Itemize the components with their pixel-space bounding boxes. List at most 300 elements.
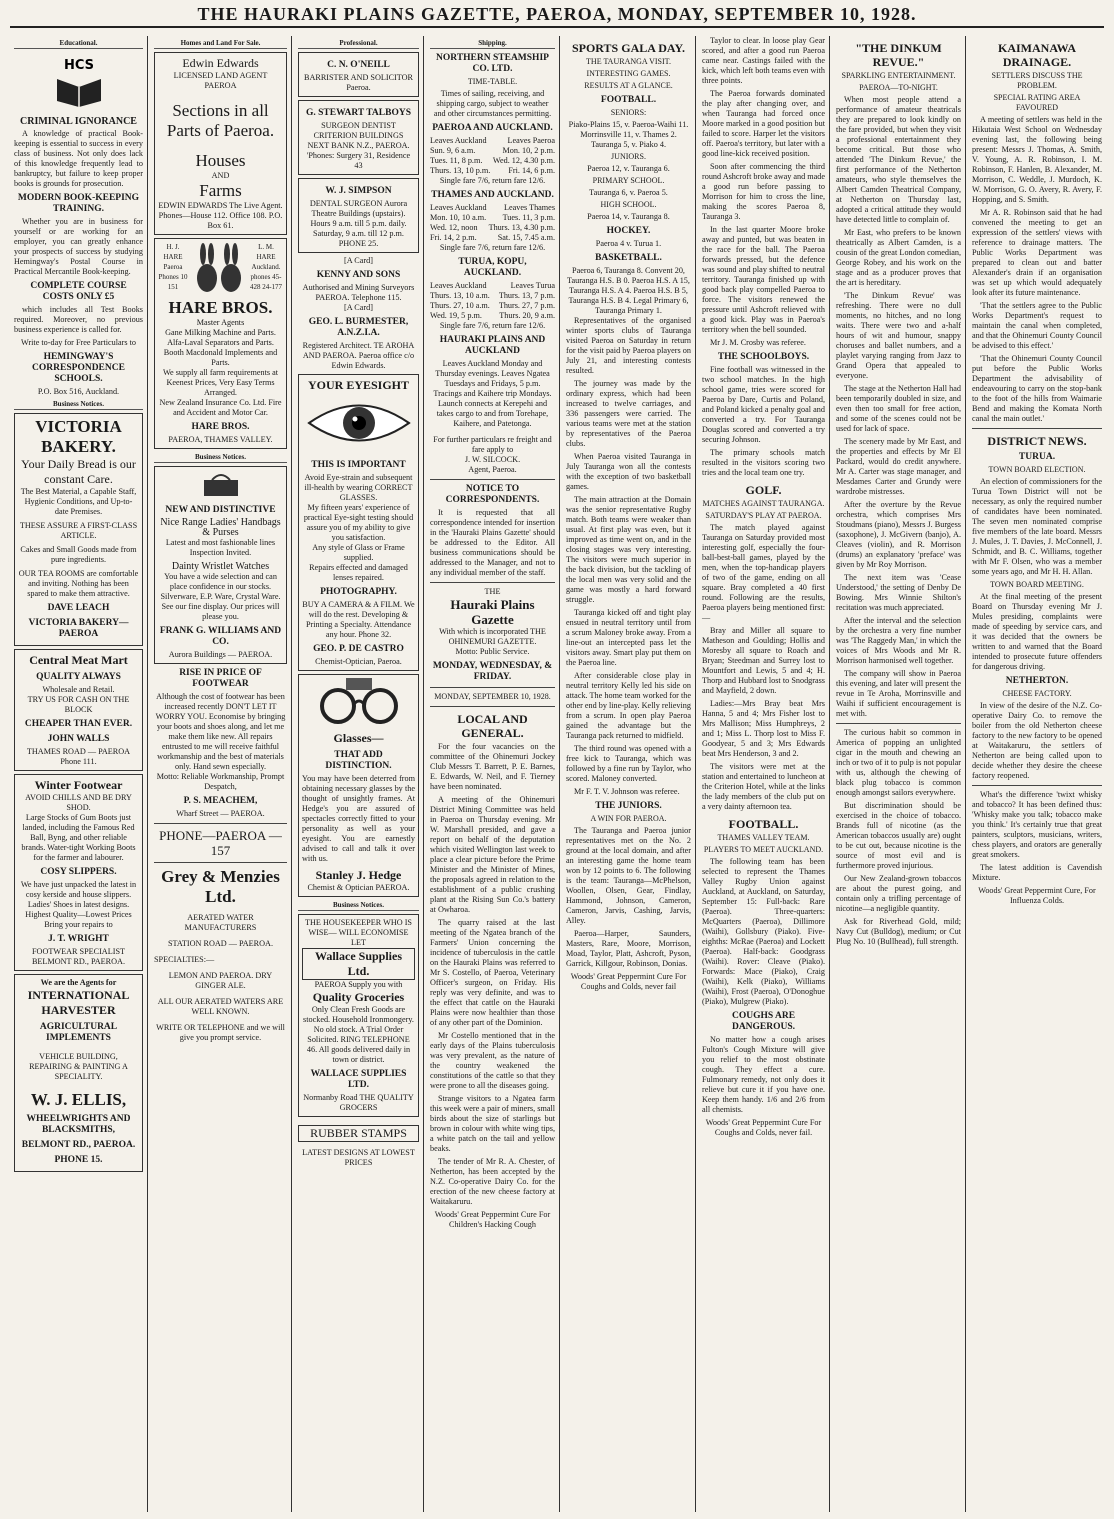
paragraph: In the last quarter Moore broke away and punted, but was beaten in the race for the ball. The Paeroa forwards pressed, but the defence was sound and play shifted to neutral territory. Tauranga finished up with good back play compelled Paeroa to force. The visitors renewed the pressure until Ashcroft relieved with a good kick. Play was in Paeroa's territory when the bell sounded. xyxy=(702,225,825,334)
paragraph: The match played against Tauranga on Saturday provided most interesting golf, especially the four-ball-best-ball games, played by the men, when the top-handicap players of two of the game, ending on all square. Bray completed a 40 first round. Following are the results, Paeroa players being mentioned first:— xyxy=(702,523,825,622)
turua-heading: TURUA. xyxy=(1018,452,1056,462)
thames-subheading: THAMES VALLEY TEAM. xyxy=(717,833,810,842)
hockey-heading: HOCKEY. xyxy=(606,226,651,236)
column-6 xyxy=(698,36,830,1512)
timetable-cell: Fri. 14, 6 p.m. xyxy=(508,166,555,175)
netherton-heading: NETHERTON. xyxy=(1005,676,1069,686)
seniors-heading: SENIORS: xyxy=(610,108,647,117)
route-heading: TURUA, KOPU, AUCKLAND. xyxy=(458,257,527,278)
bakery-ad xyxy=(14,413,143,646)
paragraph: A meeting of settlers was held in the Hikutaia West School on Wednesday evening last, the following being present: Messrs J. Thomas, A. Smith, V. Young, A. R. Robinson, I. M. Robinson, F. Hanlen, B. Alexander, M. Morrison, C. Weddle, J. Murdoch, K. W. Morrison, G. O. Avery, R. Avery, F. Hopping, and S. Smith. xyxy=(972,115,1102,204)
hedge-name: Stanley J. Hedge xyxy=(315,868,402,882)
ellis-phone: PHONE 15. xyxy=(54,1155,103,1165)
ellis-name: W. J. ELLIS, xyxy=(30,1090,127,1109)
cash-text: TRY US FOR CASH ON THE BLOCK xyxy=(27,695,130,714)
paragraph: The third round was opened with a free kick to Tauranga, which was followed by a fine run by Taylor, who scored. Maloney converted. xyxy=(566,744,691,783)
timetable-cell: Tues. 11, 8 p.m. xyxy=(430,156,483,165)
timetable-rows xyxy=(430,281,555,321)
ellis-address: BELMONT RD., PAEROA. xyxy=(21,1140,136,1150)
paragraph: 'That the Ohinemuri County Council put before the Public Works Department the advisability of endeavouring to carry on the stop-bank to the foot of the hills from Waimarie Bend and making the Komata North canal the main outlet.' xyxy=(972,354,1102,423)
paragraph: The tender of Mr R. A. Chester, of Netherton, has been accepted by the N.Z. Co-operative Dairy Co. for the erection of the new cheese factory at Waitakaruru. xyxy=(430,1157,555,1206)
hedge-ad xyxy=(298,674,419,897)
timetable-row xyxy=(430,136,555,146)
experience-text: My fifteen years' experience of practical Eye-sight testing should assure you of my ability to give you satisfaction. xyxy=(303,503,414,542)
glasses-title: Glasses— xyxy=(333,731,384,745)
svg-text:HCS: HCS xyxy=(63,58,94,73)
timetable-cell: Thurs. 20, 9 a.m. xyxy=(499,311,555,320)
paragraph: In view of the desire of the N.Z. Co-operative Dairy Co. to remove the boiler from the old Netherton cheese factory to the new factory to be opened at Waitakaruru, the settlers of Netherton are being called upon to decide whether they desire the cheese factory reopened. xyxy=(972,701,1102,780)
kenny-title: Authorised and Mining Surveyors PAEROA. Telephone 115. xyxy=(302,283,415,302)
revue-heading: "THE DINKUM REVUE." xyxy=(855,41,942,69)
timetable-cell: Thurs. 13, 10 a.m. xyxy=(430,291,490,300)
paragraph: A knowledge of practical Book-keeping is essential to success in every class of business. Not only does lack of this knowledge frequently lead to bankruptcy, but failure to keep proper books is grounds for prosecution. xyxy=(14,129,143,188)
section-label: Business Notices. xyxy=(14,399,143,410)
timetable-cell: Thurs. 13, 7 p.m. xyxy=(498,291,555,300)
company-name: NORTHERN STEAMSHIP CO. LTD. xyxy=(436,53,549,74)
route-heading: HAURAKI PLAINS AND AUCKLAND xyxy=(439,335,546,356)
meachem-name: P. S. MEACHEM, xyxy=(183,796,258,806)
timetable-cell: Mon. 10, 10 a.m. xyxy=(430,213,487,222)
paragraph: Bray and Miller all square to Matheson and Goulding; Hollis and Moresby all square to Roach and Bryan; Steedman and Surrey lost to Mountfort and Lewis, 5 and 4; H. Thorp and Hubbard lost to Snodgrass and Mayfield, 2 down. xyxy=(702,626,825,695)
paragraph: Soon after commencing the third round Ashcroft broke away and made a good run before passing to Morrison for him to cross the line, making the scores Paeroa 8, Tauranga 3. xyxy=(702,162,825,221)
walls-name: JOHN WALLS xyxy=(47,734,110,744)
route-heading: THAMES AND AUCKLAND. xyxy=(431,190,554,200)
walls-address: THAMES ROAD — PAEROA xyxy=(26,747,131,756)
timetable-rows xyxy=(430,136,555,176)
paragraph: Whether you are in business for yourself or are working for an employer, you can greatly enhance your prospects of success by studying Hemingway's Postal Course in Practical Mercantile Book-keeping. xyxy=(14,217,143,276)
castro-title: Chemist-Optician, Paeroa. xyxy=(315,657,402,666)
oneill-title: BARRISTER AND SOLICITOR Paeroa. xyxy=(303,73,414,92)
spectacles-icon xyxy=(314,678,404,728)
subheading: THE TAURANGA VISIT. xyxy=(586,57,671,66)
wallace-address: Normanby Road THE QUALITY GROCERS xyxy=(303,1093,414,1112)
timetable-cell: Thurs. 13, 4.30 p.m. xyxy=(488,223,555,232)
paragraph: The main attraction at the Domain was the senior representative Rugby match. Both teams were weaker than usual. At first play was even, but it improved as time went on, and in the closing stages was very interesting. The visitors were much superior in the back division, but the tackling of the local men was very solid and the game was mostly a hard forward struggle. xyxy=(566,495,691,604)
column-7 xyxy=(832,36,966,1512)
hedge-title: Chemist & Optician PAEROA. xyxy=(307,883,410,892)
paragraph: Representatives of the organised winter sports clubs of Tauranga visited Paeroa on Saturday in return for the visit paid by Paeroa players on July 21, and interesting contests resulted. xyxy=(566,316,691,375)
hares-icon xyxy=(189,242,249,298)
paragraph: Fine football was witnessed in the two school matches. In the high school game, tries were scored for Paeroa by Dare, Curtis and Poland, and Poland kicked a penalty goal and converted a try. For Tauranga Douglas scored and converted a try securing Johnson. xyxy=(702,365,825,444)
paragraph: The latest addition is Cavendish Mixture. xyxy=(972,863,1102,882)
bros-title: HARE BROS. xyxy=(168,298,273,317)
timetable-row xyxy=(430,291,555,301)
range-text: Nice Range Ladies' Handbags & Purses xyxy=(160,517,281,538)
kenny-name: KENNY AND SONS xyxy=(316,270,401,280)
paragraph: The quarry raised at the last meeting of the Ngatea branch of the Farmers' Union concerning the incidence of tuberculosis in the cattle on the Hauraki Plains was referred to Mr S. Costello, of Paeroa, Veterinary Officer's surgeon, on Friday. His reply was very definite, and was to the effect that cattle on the Hauraki Plains were now healthier than those of any other part of the Dominion. xyxy=(430,918,555,1027)
win-subheading: A WIN FOR PAEROA. xyxy=(590,814,667,823)
timetable-row xyxy=(430,146,555,156)
paragraph: The next item was 'Cease Understood,' the setting of Denby De Bowing. Mrs Winnie Shilton's recitation was much appreciated. xyxy=(836,573,961,612)
timetable-cell: Thurs. 27, 10 a.m. xyxy=(430,301,490,310)
hockey-results: Paeroa 4 v. Turua 1. xyxy=(595,239,662,248)
players-subheading: PLAYERS TO MEET AUCKLAND. xyxy=(703,845,824,854)
meat-ad xyxy=(14,649,143,771)
column-4 xyxy=(426,36,560,1512)
paragraph: The Tauranga and Paeroa junior representatives met on the No. 2 ground at the local domain, and after an interesting game the home team won by 12 points to 6. The following is the team: Tauranga—McPhelson, Woollen, Olsen, Gear, Findlay, Hammond, Johnson, Cameron, Cameron, Jarvis, Cashing, Jarvis, Alley. xyxy=(566,826,691,925)
stamps-title: RUBBER STAMPS xyxy=(298,1125,419,1142)
bros-name: HARE BROS. xyxy=(191,422,250,432)
further-text: For further particulars re freight and fare apply to xyxy=(433,435,552,454)
timetable-rows xyxy=(430,203,555,243)
paragraph: But discrimination should be exercised in the choice of tobacco. Brands full of nicotine (as the American tobaccos usually are) ought to be cut out, because nicotine is the source of most evil and is furthermore proved injurious. xyxy=(836,801,961,870)
grey-menzies: Grey & Menzies Ltd. xyxy=(161,867,280,906)
talboys-title: SURGEON DENTIST CRITERION BUILDINGS NEXT BANK N.Z., PAEROA. xyxy=(307,121,410,150)
paragraph: Tauranga kicked off and tight play ensued in neutral territory until from a scrum Maloney broke away. From a line-out an intercepted pass let the visitors away. Smart play put them on the Paeroa line. xyxy=(566,608,691,667)
talboys-name: G. STEWART TALBOYS xyxy=(306,108,411,118)
paragraph: The scenery made by Mr East, and the properties and effects by Mr El Packard, would do credit anywhere. Mr A. Carter was stage manager, and Mesdames Carter and Grundy were wardrobe mistresses. xyxy=(836,437,961,496)
paragraph: The journey was made by the ordinary express, which had been increased to twelve carriages, and 336 passengers were carried. The various teams were met at the station by representatives of the Paeroa clubs. xyxy=(566,379,691,448)
wallace-name: Wallace Supplies Ltd. xyxy=(302,948,415,980)
farms-text: Farms xyxy=(199,181,242,200)
paragraph: It is requested that all correspondence intended for insertion in the 'Hauraki Plains Gazette' should be addressed to the Editor. All business communications should be addressed to the Manager, and not to any individual member of the staff. xyxy=(430,508,555,577)
timetable-cell: Leaves Auckland xyxy=(430,136,487,145)
insurance-text: New Zealand Insurance Co. Ltd. Fire and Accident and Motor Car. xyxy=(159,398,282,417)
column-1 xyxy=(10,36,148,1512)
section-label: Business Notices. xyxy=(298,900,419,911)
sports-heading: SPORTS GALA DAY. xyxy=(571,41,686,55)
timetable-row xyxy=(430,156,555,166)
meat-title: Central Meat Mart xyxy=(29,653,128,667)
cure-ad: Woods' Great Peppermint Cure For Children's Hacking Cough xyxy=(434,1210,551,1229)
route-heading: PAEROA AND AUCKLAND. xyxy=(432,123,553,133)
subheading: SPARKLING ENTERTAINMENT. xyxy=(841,71,956,80)
simpson-name: W. J. SIMPSON xyxy=(325,186,392,196)
wallace-footer: WALLACE SUPPLIES LTD. xyxy=(310,1069,407,1090)
card-label: [A Card] xyxy=(344,303,373,312)
houses-text: Houses xyxy=(195,151,246,170)
wallace-ad xyxy=(298,914,419,1117)
paragraph: Ladies:—Mrs Bray beat Mrs Hanna, 5 and 4; Mrs Fisher lost to Mrs Mallison; Miss Humphreys, 2 and 1; Miss L. Thorp lost to Miss F. Goodyear, 5 and 3; Mrs Edwards beat Mrs Henderson, 3 and 2. xyxy=(702,699,825,758)
paragraph: The following team has been selected to represent the Thames Valley Rugby Union against Auckland, at Auckland, on Saturday, September 15: Full-back: Rare (Paeroa). Three-quarters: McQuarters (Paeroa), Dillimore (Waihi), Gollsbury (Piako). Five-eighths: McRae (Paeroa) and Lockett (Paeroa). Half-back: Goodgrass (Waihi). Rover: Cleave (Piako). Forwards: Mace (Piako), Craig (Waihi), Kelk (Piako), Williams (Waihi), Frost (Paeroa), O'Donoghue (Piako), Mulgrew (Piako). xyxy=(702,857,825,1006)
bread-desc: The Best Material, a Capable Staff, Hygienic Conditions, and Up-to-date Premises. xyxy=(20,487,137,516)
column-2 xyxy=(150,36,292,1512)
ellis-trade: WHEELWRIGHTS AND BLACKSMITHS, xyxy=(26,1114,131,1135)
high-heading: HIGH SCHOOL. xyxy=(600,200,657,209)
williams-name: FRANK G. WILLIAMS AND CO. xyxy=(159,626,282,647)
write-text: Write to-day for Free Particulars to xyxy=(21,338,136,347)
aerated-text: AERATED WATER MANUFACTURERS xyxy=(184,913,257,932)
edwards-ad xyxy=(154,52,287,235)
meeting-subheading: TOWN BOARD MEETING. xyxy=(990,580,1084,589)
football-heading: FOOTBALL. xyxy=(728,817,799,831)
timetable-cell: Thurs. 27, 7 p.m. xyxy=(498,301,555,310)
rise-text: Although the cost of footwear has been increased recently DON'T LET IT WORRY YOU. Economise by bringing your boots and shoes along, and let me make them like new. All repairs entrusted to me will receive faithful workmanship and the best of materials only. Hand sewn especially. xyxy=(155,692,286,771)
glasses-text: You may have been deterred from obtaining necessary glasses by the thought of unsightly frames. At Hedge's you are assured of spectacles correctly fitted to your personality as well as your eyesight. You are earnestly advised to call and talk it over with us. xyxy=(302,774,415,863)
paragraph: When most people attend a performance of amateur theatricals they are prepared to look kindly on the fare provided, but when they visit a professional entertainment they become critical. But those who attended 'The Dinkum Revue,' the first performance of the Netherton amateurs, who style themselves the Albert Camden Theatrical Company, at Netherton on Thursday last, adopted a critical attitude they would have detected little to complain of. xyxy=(836,95,961,224)
timetable-cell: Leaves Thames xyxy=(504,203,555,212)
eyesight-ad xyxy=(298,374,419,671)
hj-hare: H. J. HARE Paeroa Phones 10 151 xyxy=(158,243,188,291)
subheading: RESULTS AT A GLANCE. xyxy=(584,81,673,90)
timetable-row xyxy=(430,281,555,291)
paragraph: Mr A. R. Robinson said that he had convened the meeting to get an expression of the settlers' views with reference to drainage matters. The Public Works Department was prepared to clean out and batter Alexander's drain if an organisation was set up which would adequately look after its future maintenance. xyxy=(972,208,1102,297)
new-text: NEW AND DISTINCTIVE xyxy=(165,505,276,515)
date-text: MONDAY, SEPTEMBER 10, 1928. xyxy=(434,692,551,701)
timetable-title: TIME-TABLE. xyxy=(467,77,518,86)
card-label: [A Card] xyxy=(344,256,373,265)
phone-157: PHONE—PAEROA —157 xyxy=(159,828,282,858)
glasses-subtitle: THAT ADD DISTINCTION. xyxy=(325,750,392,771)
fare-text: Single fare 7/6, return fare 12/6. xyxy=(439,321,546,330)
paragraph: The curious habit so common in America of popping an unlighted cigar in the mouth and chewing an inch or two of it to pulp is not popular with us, although the chewing of black plug tobacco is common enough amongst sailors everywhere. xyxy=(836,728,961,797)
eye-icon xyxy=(304,393,414,453)
hare-bros-ad xyxy=(154,238,287,449)
burmester-name: GEO. L. BURMESTER, A.N.Z.I.A. xyxy=(308,317,409,338)
footwear-title: Winter Footwear xyxy=(34,778,123,792)
watches-desc: You have a wide selection and can place confidence in our stocks. Silverware, E.P. Ware, Crystal Ware. See our fine display. Our prices will please you. xyxy=(160,572,281,621)
incorporated-text: With which is incorporated THE OHINEMURI GAZETTE. xyxy=(439,627,546,646)
cure-ad: Woods' Great Peppermint Cure, For Influenza Colds. xyxy=(978,886,1096,905)
paragraph: After the interval and the selection by the orchestra a very fine number was 'The Raggedy Man,' in which the voices of Mrs Woods and Mr R. Morrison harmonised well together. xyxy=(836,616,961,665)
master-agents: Master Agents xyxy=(196,318,245,327)
school-address: P.O. Box 516, Auckland. xyxy=(37,387,120,396)
cheese-subheading: CHEESE FACTORY. xyxy=(1002,689,1072,698)
assure-text: THESE ASSURE A FIRST-CLASS ARTICLE. xyxy=(19,521,138,540)
paragraph: Strange visitors to a Ngatea farm this week were a pair of miners, small birds about the size of starlings but brown in colour with white wing tips, a white patch on the tail and yellow beaks. xyxy=(430,1094,555,1153)
subheading: SPECIAL RATING AREA FAVOURED xyxy=(993,93,1081,112)
timetable-cell: Leaves Paeroa xyxy=(507,136,555,145)
hp-text: Leaves Auckland Monday and Thursday evenings. Leaves Ngatea Tuesdays and Fridays, 5 p.m. Tracings and Kaihere trip Mondays. Launch connects at Kerepehi and takes cargo to and from Torehape, Kaihere, and Patetonga. xyxy=(433,359,552,428)
photo-text: BUY A CAMERA & A FILM. We will do the rest. Developing & Printing a Specialty. Attendance any hour. Phone 32. xyxy=(302,600,415,639)
paragraph: which includes all Test Books required. Moreover, no previous business experience is called for. xyxy=(14,305,143,334)
timetable-row xyxy=(430,233,555,243)
fare-text: Single fare 7/6, return fare 12/6. xyxy=(439,176,546,185)
gazette-title: Hauraki Plains Gazette xyxy=(450,597,535,627)
cakes-text: Cakes and Small Goods made from pure ingredients. xyxy=(20,545,137,564)
timetable-row xyxy=(430,203,555,213)
paragraph: Ask for Riverhead Gold, mild; Navy Cut (Bulldog), medium; or Cut Plug No. 10 (Bullhead), full strength. xyxy=(836,917,961,946)
eyesight-title: YOUR EYESIGHT xyxy=(307,378,410,392)
course-cost: COMPLETE COURSE COSTS ONLY £5 xyxy=(30,281,127,302)
book-icon xyxy=(49,55,109,107)
master-text: Gane Milking Machine and Parts. Alfa-Laval Separators and Parts. Booth Macdonald Implements and Parts. xyxy=(163,328,278,367)
column-8 xyxy=(968,36,1106,1512)
wallace-supply: PAEROA Supply you with xyxy=(314,980,403,989)
juniors-article-heading: THE JUNIORS. xyxy=(595,801,662,811)
timetable-row xyxy=(430,311,555,321)
phones-text: Phones—House 112. Office 108. P.O. Box 61. xyxy=(158,211,283,230)
housekeeper-text: THE HOUSEKEEPER WHO IS WISE— WILL ECONOMISE LET xyxy=(305,918,412,947)
agent-location: Agent, Paeroa. xyxy=(468,465,517,474)
oneill-card xyxy=(298,52,419,97)
specialties: SPECIALTIES:— xyxy=(154,955,215,964)
fare-text: Single fare 7/6, return fare 12/6. xyxy=(439,243,546,252)
and-text: AND xyxy=(211,171,230,180)
watches-title: Dainty Wristlet Watches xyxy=(171,561,270,572)
paragraph: No matter how a cough arises Fulton's Cough Mixture will give you relief to the most obstinate cough. They effect a cure. Fulmonary remedy, not only does it relieve but cure it if you have one. Keep them handy. 1/6 and 2/6 from all chemists. xyxy=(702,1035,825,1114)
timetable-cell: Wed. 19, 5 p.m. xyxy=(430,311,482,320)
paragraph: A meeting of the Ohinemuri District Mining Committee was held in Paeroa on Thursday evening. Mr W. Marshall presided, and gave a report on behalf of the deputation which visited Wellington last week to place a clear picture before the Prime Minister and the Minister of Mines, the proposals agreed in relation to the establishment of a public crushing plant at the Rising Sun Co.'s battery at Owharoa. xyxy=(430,795,555,914)
juniors-heading: JUNIORS. xyxy=(611,152,646,161)
subheading: SETTLERS DISCUSS THE PROBLEM. xyxy=(991,71,1083,90)
timetable-row xyxy=(430,223,555,233)
implements-text: AGRICULTURAL IMPLEMENTS xyxy=(39,1022,118,1043)
paragraph: At the final meeting of the present Board on Thursday evening Mr J. Mules presiding, complaints were made of speeding by service cars, and it was decided that the owners be written to and warned that the Board intended to prosecute future offenders for dangerous driving. xyxy=(972,592,1102,671)
paragraph: When Paeroa visited Tauranga in July Tauranga won all the contests with the exception of two basketball games. xyxy=(566,452,691,491)
wright-name: J. T. WRIGHT xyxy=(48,934,109,944)
williams-address: Aurora Buildings — PAEROA. xyxy=(168,650,273,659)
cosy-title: COSY SLIPPERS. xyxy=(40,867,117,877)
paragraph: The stage at the Netherton Hall had been temporarily doubled in size, and even then too small for free action, and some of the scenes could not be used for lack of space. xyxy=(836,384,961,433)
all-waters: ALL OUR AERATED WATERS ARE WELL KNOWN. xyxy=(157,997,284,1016)
timetable-cell: Leaves Auckland xyxy=(430,203,487,212)
basketball-results: Paeroa 6, Tauranga 8. Convent 20, Tauranga H.S. B 0. Paeroa H.S. A 15, Tauranga H.S. A 4. Paeroa H.S. B 5, Tauranga H.S. B 4. Legal Primary 6, Tauranga Primary 1. xyxy=(567,266,690,315)
groceries-text: Only Clean Fresh Goods are stocked. Household Ironmongery. No old stock. A Trial Order Solicited. RING TELEPHONE 46. All goods delivered daily in town or district. xyxy=(303,1005,414,1064)
football-heading: FOOTBALL. xyxy=(600,95,657,105)
basketball-heading: BASKETBALL. xyxy=(595,253,662,263)
paragraph: 'That the settlers agree to the Public Works Department's request to maintain the canal when completed, and that the Ohinemuri County Council be advised to this effect.' xyxy=(972,301,1102,350)
subheading: PAEROA—TO-NIGHT. xyxy=(859,83,938,92)
correspondents-heading: NOTICE TO CORRESPONDENTS. xyxy=(445,484,540,505)
agent-name: Edwin Edwards xyxy=(182,56,259,70)
cure-ad: Woods' Great Peppermint Cure For Coughs and Colds, never fail. xyxy=(705,1118,822,1137)
vehicle-text: VEHICLE BUILDING, REPAIRING & PAINTING A SPECIALITY. xyxy=(29,1052,128,1081)
paragraph: Mr J. M. Crosby was referee. xyxy=(710,338,806,347)
paragraph: After the overture by the Revue orchestra, which comprises Mrs Stoudmans (piano), Messrs J. Burgess (saxophone), J. McGivern (banjo), A. Cleaves (violin), and R. Morrison (drums) an explanatory 'preface' was given by Mr Roy Morrison. xyxy=(836,500,961,569)
paragraph: An election of commissioners for the Turua Town District will not be necessary, as only the required number of candidates have been nominated. The seven men nominated comprise five members of the late board. Messrs J. Mules, J. T. Davies, J. McConnell, J. Schmidt, and B. C. Williams, together with Mr F. Olsen, who was a member some years ago, and Mr H. H. Allan. xyxy=(972,477,1102,576)
bread-text: Your Daily Bread is our constant Care. xyxy=(21,457,136,486)
lm-hare: L. M. HARE Auckland. phones 45-428 24-177 xyxy=(249,243,283,291)
simpson-phone: PHONE 25. xyxy=(338,239,379,248)
timetable-cell: Mon. 10, 2 p.m. xyxy=(502,146,555,155)
oneill-name: C. N. O'NEILL xyxy=(327,60,390,70)
burmester-title: Registered Architect. TE AROHA AND PAEROA. Paeroa office c/o Edwin Edwards. xyxy=(302,341,415,370)
golf-heading: GOLF. xyxy=(745,483,782,497)
seniors-results: Piako-Plains 15, v. Paeroa-Waihi 11. Morrinsville 11, v. Thames 2. Tauranga 5, v. Piako 4. xyxy=(568,120,689,149)
paragraph: The Paeroa forwards dominated the play after changing over, and when Tauranga had forced once Moore marked in a good position but failed to score. Harper let the visitors off. Paeroa's territory, but later with a good line-kick received position. xyxy=(702,89,825,158)
masthead: THE HAURAKI PLAINS GAZETTE, PAEROA, MONDAY, SEPTEMBER 10, 1928. xyxy=(10,4,1104,28)
motto-text: Motto: Reliable Workmanship, Prompt Despatch, xyxy=(156,772,285,791)
paragraph: Our New Zealand-grown tobaccos are about the purest going, and contain only a trifling percentage of nicotine—a negligible quantity. xyxy=(836,874,961,913)
live-agent: EDWIN EDWARDS The Live Agent. xyxy=(158,201,283,210)
repairs-text: Repairs effected and damaged lenses repaired. xyxy=(309,563,408,582)
juniors-results: Paeroa 12, v. Tauranga 6. xyxy=(587,164,670,173)
harvester-title: INTERNATIONAL HARVESTER xyxy=(27,988,130,1017)
paragraph: The primary schools match resulted in the visitors scoring two tries and the local team one try. xyxy=(702,448,825,477)
talboys-card xyxy=(298,100,419,175)
timetable-notice: Times of sailing, receiving, and shipping cargo, subject to weather and other circumstances permitting. xyxy=(433,89,552,118)
paragraph: Mr East, who prefers to be known theatrically as Albert Camden, is a cousin of the great London comedian, George Robey, and his work on the stage and as a producer proves that the art is hereditary. xyxy=(836,228,961,287)
write-telephone: WRITE OR TELEPHONE and we will give you prompt service. xyxy=(156,1023,285,1042)
sections-text: Sections in all Parts of Paeroa. xyxy=(166,101,275,140)
timetable-row xyxy=(430,301,555,311)
paragraph: Paeroa—Harper, Saunders, Masters, Rare, Moore, Morrison, Moad, Taylor, Platt, Ashcroft, Pyson, Garrick, Killgour, Robinson, Donias. xyxy=(566,929,691,968)
district-heading: DISTRICT NEWS. xyxy=(987,434,1087,448)
timetable-cell: Fri. 14, 2 p.m. xyxy=(430,233,477,242)
school-name: HEMINGWAY'S CORRESPONDENCE SCHOOLS. xyxy=(32,352,125,384)
days-text: MONDAY, WEDNESDAY, & FRIDAY. xyxy=(432,661,553,682)
groceries-title: Quality Groceries xyxy=(312,990,405,1004)
timetable-cell: Wed. 12, 4.30 p.m. xyxy=(492,156,555,165)
paragraph: For the four vacancies on the committee of the Ohinemuri Jockey Club Messrs T. Barrett, P. E. Barnes, E. Edwards, W. Neil, and F. Tierney have been nominated. xyxy=(430,742,555,791)
style-text: Any style of Glass or Frame supplied. xyxy=(312,543,405,562)
bakery-location: VICTORIA BAKERY—PAEROA xyxy=(28,618,129,639)
paragraph: After considerable close play in neutral territory Kelly led his side on attack. The home team worked for the other end by line-play. Kelly relieving from a scrum. In open play Paeroa gained the advantage but the Tauranga pack returned to midfield. xyxy=(566,671,691,740)
timetable-cell: Wed. 12, noon xyxy=(430,223,478,232)
paragraph: Mr F. T. V. Johnson was referee. xyxy=(574,787,680,796)
williams-ad xyxy=(154,466,287,664)
golf-subheading: SATURDAY'S PLAY AT PAEROA. xyxy=(705,511,822,520)
simpson-card xyxy=(298,178,419,253)
simpson-title: DENTAL SURGEON Aurora Theatre Buildings (upstairs). xyxy=(309,199,408,218)
important-text: Avoid Eye-strain and subsequent ill-health by wearing CORRECT GLASSES. xyxy=(304,473,413,502)
section-label: Educational. xyxy=(14,38,143,49)
supply-text: We supply all farm requirements at Keenest Prices, Very Easy Terms Arranged. xyxy=(162,368,279,397)
bros-address: PAEROA, THAMES VALLEY. xyxy=(168,435,273,444)
cosy-desc: We have just unpacked the latest in cosy kerside and house slippers. Ladies' Shoes in latest designs. Highest Quality—Lowest Prices xyxy=(20,880,137,919)
chills-text: AVOID CHILLS AND BE DRY SHOD. xyxy=(25,793,132,812)
election-subheading: TOWN BOARD ELECTION. xyxy=(988,465,1086,474)
timetable-cell: Thurs. 13, 10 p.m. xyxy=(430,166,491,175)
hcs-logo xyxy=(14,55,143,110)
bakery-title: VICTORIA BAKERY. xyxy=(35,417,122,456)
paragraph: 'The Dinkum Revue' was refreshing. There were no dull moments, no hitches, and no long waits. There were two and a-half hours of wit and humour, snappy choruses and ballet numbers, and a playlet varying ranging from Jazz to Grand Opera that appealed to everyone. xyxy=(836,291,961,380)
slogan: CRIMINAL IGNORANCE xyxy=(20,116,137,127)
course-heading: MODERN BOOK-KEEPING TRAINING. xyxy=(17,193,140,214)
timetable-cell: Leaves Auckland xyxy=(430,281,487,290)
paragraph: The company will show in Paeroa this evening, and later will present the revue in Te Aroha, Morrinsville and Waihi if sufficient encouragement is met with. xyxy=(836,669,961,718)
timetable-row xyxy=(430,213,555,223)
paragraph: Taylor to clear. In loose play Gear scored, and after a good run Paeroa came near. Castings failed with the kick, which left both teams even with three points. xyxy=(702,36,826,85)
cheaper-text: CHEAPER THAN EVER. xyxy=(24,719,133,729)
talboys-phones: 'Phones: Surgery 31, Residence 43 xyxy=(306,151,411,170)
drainage-heading: KAIMANAWA DRAINAGE. xyxy=(998,41,1076,69)
section-label: Shipping. xyxy=(430,38,555,49)
bakery-owner: DAVE LEACH xyxy=(47,603,110,613)
handbag-icon xyxy=(196,470,246,498)
photo-title: PHOTOGRAPHY. xyxy=(320,587,397,597)
agent-title: LICENSED LAND AGENT PAEROA xyxy=(173,71,268,90)
simpson-hours: Hours 9 a.m. till 5 p.m. daily. Saturday, 9 a.m. till 12 p.m. xyxy=(310,219,407,238)
paragraph: Mr Costello mentioned that in the early days of the Plains tuberculosis was very prevalent, as the nature of the country weakened the constitutions of the cattle so that they were prone to all the diseases going. xyxy=(430,1031,555,1090)
agents-text: We are the Agents for xyxy=(40,978,117,987)
wright-address: FOOTWEAR SPECIALIST BELMONT RD., PAEROA. xyxy=(31,947,126,966)
harvester-ad xyxy=(14,974,143,1172)
motto-text: Motto: Public Service. xyxy=(455,647,530,656)
section-label: Professional. xyxy=(298,38,419,49)
column-5 xyxy=(562,36,696,1512)
timetable-cell: Sat. 15, 7.45 a.m. xyxy=(497,233,555,242)
lemon-text: LEMON AND PAEROA. DRY GINGER ALE. xyxy=(168,971,273,990)
primary-heading: PRIMARY SCHOOL. xyxy=(592,176,665,185)
cure-ad: Woods' Great Peppermint Cure For Coughs and Colds, never fail xyxy=(570,972,687,991)
timetable-cell: Tues. 11, 3 p.m. xyxy=(502,213,555,222)
timetable-cell: Leaves Turua xyxy=(510,281,555,290)
footwear-ad xyxy=(14,774,143,971)
primary-results: Tauranga 6, v. Paeroa 5. xyxy=(589,188,668,197)
paragraph: The visitors were met at the station and entertained to luncheon at the Criterion Hotel, while at the links the lady members of the club put on a very dainty afternoon tea. xyxy=(702,762,825,811)
castro-name: GEO. P. DE CASTRO xyxy=(313,644,404,654)
bring-text: Bring your repairs to xyxy=(44,920,113,929)
rise-heading: RISE IN PRICE OF FOOTWEAR xyxy=(179,668,262,689)
winter-desc: Large Stocks of Gum Boots just landed, including the Famous Red Ball, Byng, and other reliable brands. Water-tight Working Boots for the farmer and labourer. xyxy=(21,813,136,862)
paragraph: What's the difference 'twixt whisky and tobacco? It has been defined thus: 'Whisky make you talk; tobacco make you think.' It's certainly true that great painters, sculptors, musicians, writers, chess players, and orators are generally great smokers. xyxy=(972,790,1102,859)
coughs-heading: COUGHS ARE DANGEROUS. xyxy=(731,1011,796,1032)
timetable-row xyxy=(430,166,555,176)
timetable-cell: Sun. 9, 6 a.m. xyxy=(430,146,476,155)
the-text: THE xyxy=(484,587,501,596)
walls-phone: Phone 111. xyxy=(60,757,97,766)
subheading: INTERESTING GAMES. xyxy=(586,69,671,78)
important-title: THIS IS IMPORTANT xyxy=(311,460,406,470)
golf-subheading: MATCHES AGAINST TAURANGA. xyxy=(702,499,825,508)
local-heading: LOCAL AND GENERAL. xyxy=(457,712,528,740)
wholesale-text: Wholesale and Retail. xyxy=(42,685,115,694)
tearooms-text: OUR TEA ROOMS are comfortable and inviting. Nothing has been spared to make them attractive. xyxy=(18,569,139,598)
meachem-address: Wharf Street — PAEROA. xyxy=(176,809,265,818)
column-3 xyxy=(294,36,424,1512)
